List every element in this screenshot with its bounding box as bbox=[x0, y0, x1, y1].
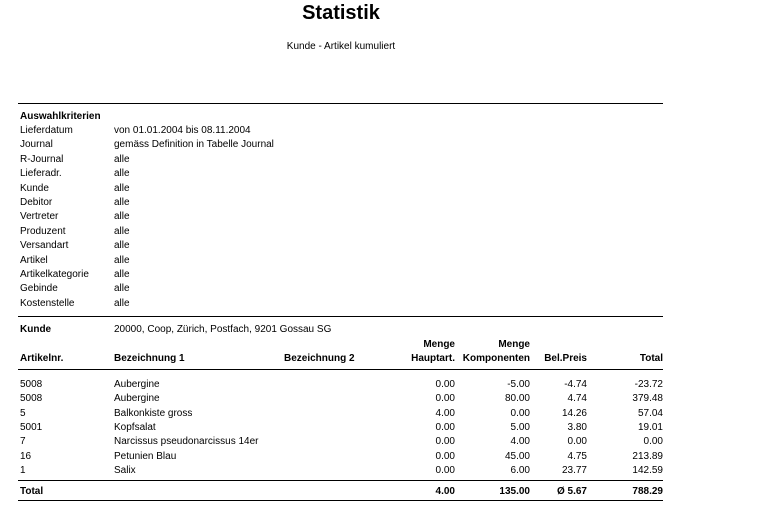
criteria-key: Artikel bbox=[20, 254, 48, 266]
header-menge-komponenten-line2: Komponenten bbox=[462, 353, 530, 364]
criteria-heading: Auswahlkriterien bbox=[20, 111, 101, 122]
divider-bottom bbox=[18, 500, 663, 501]
cell-menge-komponenten: 6.00 bbox=[510, 464, 530, 476]
cell-artikelnr: 1 bbox=[20, 464, 26, 476]
criteria-key: Produzent bbox=[20, 225, 66, 237]
header-belpreis: Bel.Preis bbox=[544, 353, 587, 364]
criteria-value: alle bbox=[114, 297, 130, 309]
cell-belpreis: 4.74 bbox=[567, 393, 587, 405]
table-row bbox=[0, 421, 765, 435]
cell-artikelnr: 5001 bbox=[20, 421, 43, 433]
criteria-value: alle bbox=[114, 168, 130, 180]
header-bezeichnung-1: Bezeichnung 1 bbox=[114, 353, 185, 364]
criteria-value: alle bbox=[114, 153, 130, 165]
criteria-value: gemäss Definition in Tabelle Journal bbox=[114, 139, 274, 151]
customer-value: 20000, Coop, Zürich, Postfach, 9201 Gossau SG bbox=[114, 324, 332, 335]
totals-label: Total bbox=[20, 486, 44, 497]
cell-menge-hauptart: 0.00 bbox=[435, 393, 455, 405]
table-row bbox=[0, 407, 765, 421]
cell-bezeichnung-1: Aubergine bbox=[114, 393, 160, 405]
cell-menge-komponenten: 45.00 bbox=[504, 450, 530, 462]
cell-menge-komponenten: -5.00 bbox=[507, 379, 530, 390]
cell-menge-komponenten: 0.00 bbox=[510, 407, 530, 419]
header-menge-komponenten-line1: Menge bbox=[498, 339, 530, 350]
cell-belpreis: -4.74 bbox=[564, 379, 587, 390]
cell-artikelnr: 5008 bbox=[20, 393, 43, 405]
criteria-key: Kunde bbox=[20, 182, 49, 194]
cell-total: 142.59 bbox=[632, 464, 663, 476]
criteria-key: Artikelkategorie bbox=[20, 269, 89, 280]
criteria-key: Lieferadr. bbox=[20, 168, 62, 180]
cell-menge-hauptart: 0.00 bbox=[435, 379, 455, 390]
cell-total: 19.01 bbox=[637, 421, 663, 433]
criteria-key: Vertreter bbox=[20, 211, 59, 223]
cell-artikelnr: 7 bbox=[20, 436, 26, 448]
criteria-value: alle bbox=[114, 283, 130, 295]
totals-menge-komponenten: 135.00 bbox=[499, 486, 530, 497]
cell-menge-komponenten: 4.00 bbox=[510, 436, 530, 448]
cell-artikelnr: 5 bbox=[20, 407, 26, 419]
table-row bbox=[0, 450, 765, 464]
header-menge-hauptart-line2: Hauptart. bbox=[411, 353, 455, 364]
cell-menge-hauptart: 0.00 bbox=[435, 450, 455, 462]
divider-top bbox=[18, 103, 663, 104]
totals-row bbox=[0, 485, 765, 499]
table-row bbox=[0, 378, 765, 392]
cell-belpreis: 14.26 bbox=[561, 407, 587, 419]
cell-belpreis: 3.80 bbox=[567, 421, 587, 433]
criteria-key: Lieferdatum bbox=[20, 125, 73, 136]
totals-total: 788.29 bbox=[632, 486, 663, 497]
report-subtitle: Kunde - Artikel kumuliert bbox=[286, 41, 396, 52]
header-menge-hauptart-line1: Menge bbox=[423, 339, 455, 350]
header-total: Total bbox=[639, 353, 663, 364]
criteria-key: Versandart bbox=[20, 240, 69, 252]
cell-bezeichnung-1: Petunien Blau bbox=[114, 450, 177, 462]
cell-bezeichnung-1: Kopfsalat bbox=[114, 421, 156, 433]
criteria-key: R-Journal bbox=[20, 153, 64, 165]
header-bezeichnung-2: Bezeichnung 2 bbox=[284, 353, 355, 364]
table-row bbox=[0, 435, 765, 449]
header-menge-komponenten bbox=[450, 339, 530, 365]
table-row bbox=[0, 392, 765, 406]
totals-belpreis: Ø 5.67 bbox=[556, 486, 587, 497]
criteria-value: von 01.01.2004 bis 08.11.2004 bbox=[114, 125, 251, 136]
header-menge-hauptart bbox=[395, 339, 455, 365]
report-title: Statistik bbox=[302, 2, 380, 24]
cell-total: 213.89 bbox=[632, 450, 663, 462]
cell-belpreis: 23.77 bbox=[561, 464, 587, 476]
divider-totals bbox=[18, 480, 663, 481]
cell-total: 379.48 bbox=[632, 393, 663, 405]
divider-header bbox=[18, 369, 663, 370]
cell-menge-hauptart: 4.00 bbox=[435, 407, 455, 419]
header-artikelnr: Artikelnr. bbox=[20, 353, 64, 364]
cell-artikelnr: 16 bbox=[20, 450, 32, 462]
criteria-key: Kostenstelle bbox=[20, 297, 75, 309]
criteria-value: alle bbox=[114, 254, 130, 266]
criteria-key: Gebinde bbox=[20, 283, 58, 295]
cell-bezeichnung-1: Narcissus pseudonarcissus 14er bbox=[114, 436, 259, 448]
table-row bbox=[0, 464, 765, 478]
cell-menge-komponenten: 80.00 bbox=[504, 393, 530, 405]
cell-belpreis: 4.75 bbox=[567, 450, 587, 462]
criteria-value: alle bbox=[114, 211, 130, 223]
cell-menge-komponenten: 5.00 bbox=[510, 421, 530, 433]
cell-bezeichnung-1: Aubergine bbox=[114, 379, 160, 390]
criteria-key: Debitor bbox=[20, 197, 53, 208]
cell-total: 0.00 bbox=[643, 436, 663, 448]
cell-menge-hauptart: 0.00 bbox=[435, 436, 455, 448]
criteria-key: Journal bbox=[20, 139, 53, 151]
cell-bezeichnung-1: Balkonkiste gross bbox=[114, 407, 193, 419]
totals-menge-hauptart: 4.00 bbox=[435, 486, 455, 497]
cell-total: -23.72 bbox=[634, 379, 663, 390]
cell-artikelnr: 5008 bbox=[20, 379, 43, 390]
cell-bezeichnung-1: Salix bbox=[114, 464, 136, 476]
criteria-value: alle bbox=[114, 182, 130, 194]
cell-menge-hauptart: 0.00 bbox=[435, 464, 455, 476]
cell-total: 57.04 bbox=[637, 407, 663, 419]
criteria-value: alle bbox=[114, 240, 130, 252]
cell-menge-hauptart: 0.00 bbox=[435, 421, 455, 433]
divider-criteria bbox=[18, 316, 663, 317]
customer-label: Kunde bbox=[20, 324, 52, 335]
cell-belpreis: 0.00 bbox=[567, 436, 587, 448]
criteria-value: alle bbox=[114, 269, 130, 280]
criteria-value: alle bbox=[114, 197, 130, 208]
criteria-value: alle bbox=[114, 225, 130, 237]
